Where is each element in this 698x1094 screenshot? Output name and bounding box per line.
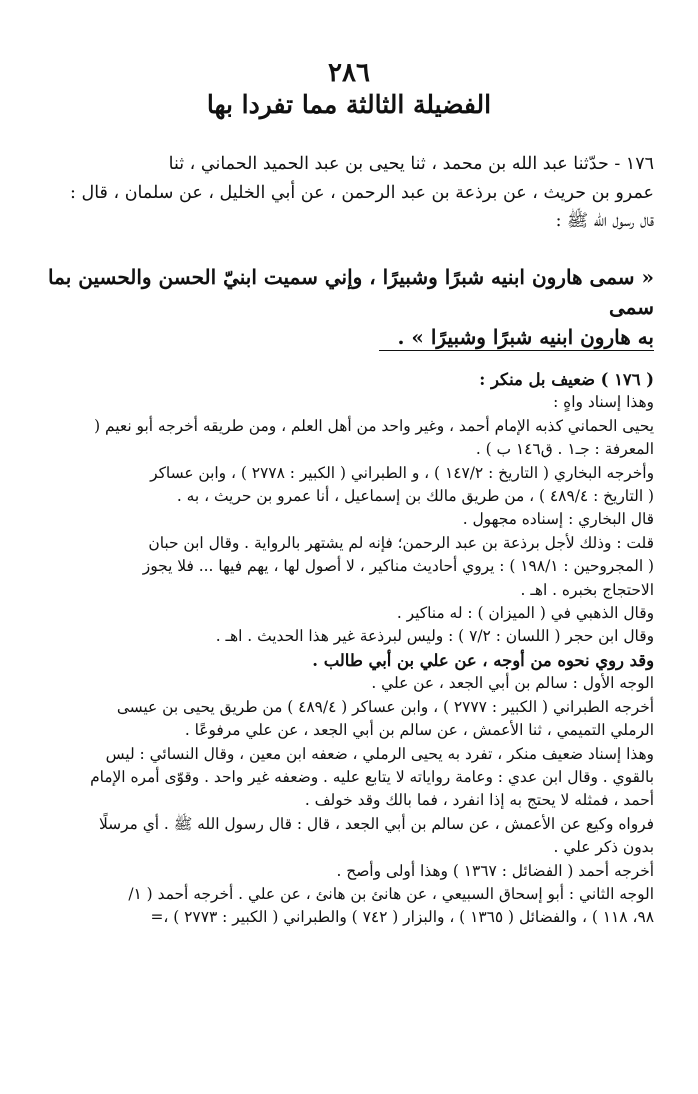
footnote-line: المعرفة : جـ١ . ق١٤٦ ب ) .: [475, 440, 654, 459]
footnote-divider: [379, 350, 654, 351]
hadith-text-line: به هارون ابنيه شبرًا وشبيرًا » .: [397, 325, 654, 349]
footnote-line: ٩٨، ١١٨ ) ، والفضائل ( ١٣٦٥ ) ، والبزار ( ٧٤٢ ) والطبراني ( الكبير : ٢٧٧٣ ) ،=: [150, 908, 654, 927]
footnotes: [42, 368, 654, 930]
footnote-line: وهذا إسناد واهٍ :: [553, 393, 654, 412]
footnote-line: فرواه وكيع عن الأعمش ، عن سالم بن أبي الجعد ، قال : قال رسول الله ﷺ . أي مرسلًا: [98, 814, 654, 833]
footnote-line: ( المجروحين : ١٩٨/١ ) : يروي أحاديث مناكير ، لا أصول لها ، يهم فيها ... فلا يجوز: [142, 557, 654, 576]
page-number: ٢٨٦: [328, 58, 370, 88]
footnote-line: الرملي التميمي ، ثنا الأعمش ، عن سالم بن أبي الجعد ، عن علي مرفوعًا .: [184, 721, 654, 740]
footnote-line: بالقوي . وقال ابن عدي : وعامة رواياته لا يتابع عليه . وضعفه غير واحد . وقوّى أمره الإمام: [90, 767, 654, 786]
hadith-text-line: « سمى هارون ابنيه شبرًا وشبيرًا ، وإني سميت ابنيّ الحسن والحسين بما سمى: [48, 265, 654, 319]
footnote-line: الاحتجاج بخبره . اهـ .: [520, 580, 654, 599]
footnote-line: أخرجه الطبراني ( الكبير : ٢٧٧٧ ) ، وابن عساكر ( ٤٨٩/٤ ) من طريق يحيى بن عيسى: [116, 697, 654, 716]
hadith-chain: [42, 150, 654, 236]
footnote-line: بدون ذكر علي .: [553, 838, 654, 857]
footnote-line: وأخرجه البخاري ( التاريخ : ١٤٧/٢ ) ، و الطبراني ( الكبير : ٢٧٧٨ ) ، وابن عساكر: [150, 463, 654, 482]
chapter-title: الفضيلة الثالثة مما تفردا بها: [206, 90, 492, 119]
hadith-line: عمرو بن حريث ، عن برذعة بن عبد الرحمن ، عن أبي الخليل ، عن سلمان ، قال :: [70, 182, 654, 203]
footnote-line: أخرجه أحمد ( الفضائل : ١٣٦٧ ) وهذا أولى وأصح .: [336, 861, 654, 880]
footnote-line: ( التاريخ : ٤٨٩/٤ ) ، من طريق مالك بن إسماعيل ، أنا عمرو بن حريث ، به .: [176, 487, 654, 506]
footnote-line: قلت : وذلك لأجل برذعة بن عبد الرحمن؛ فإنه لم يشتهر بالرواية . وقال ابن حبان: [148, 533, 654, 552]
footnote-line: أحمد ، فمثله لا يحتج به إذا انفرد ، فما بالك وقد خولف .: [304, 791, 654, 810]
footnote-line: الوجه الثاني : أبو إسحاق السبيعي ، عن هانئ بن هانئ ، عن علي . أخرجه أحمد ( ١/: [128, 884, 654, 903]
footnote-line: قال البخاري : إسناده مجهول .: [462, 510, 654, 529]
hadith-line: قال رسول الله ﷺ :: [555, 211, 654, 231]
footnote-line: وقال الذهبي في ( الميزان ) : له مناكير .: [396, 604, 654, 623]
footnote-line: وقال ابن حجر ( اللسان : ٧/٢ ) : وليس لبرذعة غير هذا الحديث . اهـ .: [215, 627, 654, 646]
hadith-line: ١٧٦ - حدّثنا عبد الله بن محمد ، ثنا يحيى بن عبد الحميد الحماني ، ثنا: [168, 154, 654, 174]
hadith-text: [42, 262, 654, 352]
footnote-line: وهذا إسناد ضعيف منكر ، تفرد به يحيى الرملي ، ضعفه ابن معين ، وقال النسائي : ليس: [105, 744, 654, 763]
footnote-line: ( ١٧٦ ) ضعيف بل منكر :: [479, 370, 654, 389]
footnote-line: يحيى الحماني كذبه الإمام أحمد ، وغير واحد من أهل العلم ، ومن طريقه أخرجه أبو نعيم (: [94, 416, 654, 435]
footnote-line: وقد روي نحوه من أوجه ، عن علي بن أبي طالب .: [312, 650, 654, 670]
footnote-line: الوجه الأول : سالم بن أبي الجعد ، عن علي .: [371, 674, 654, 693]
